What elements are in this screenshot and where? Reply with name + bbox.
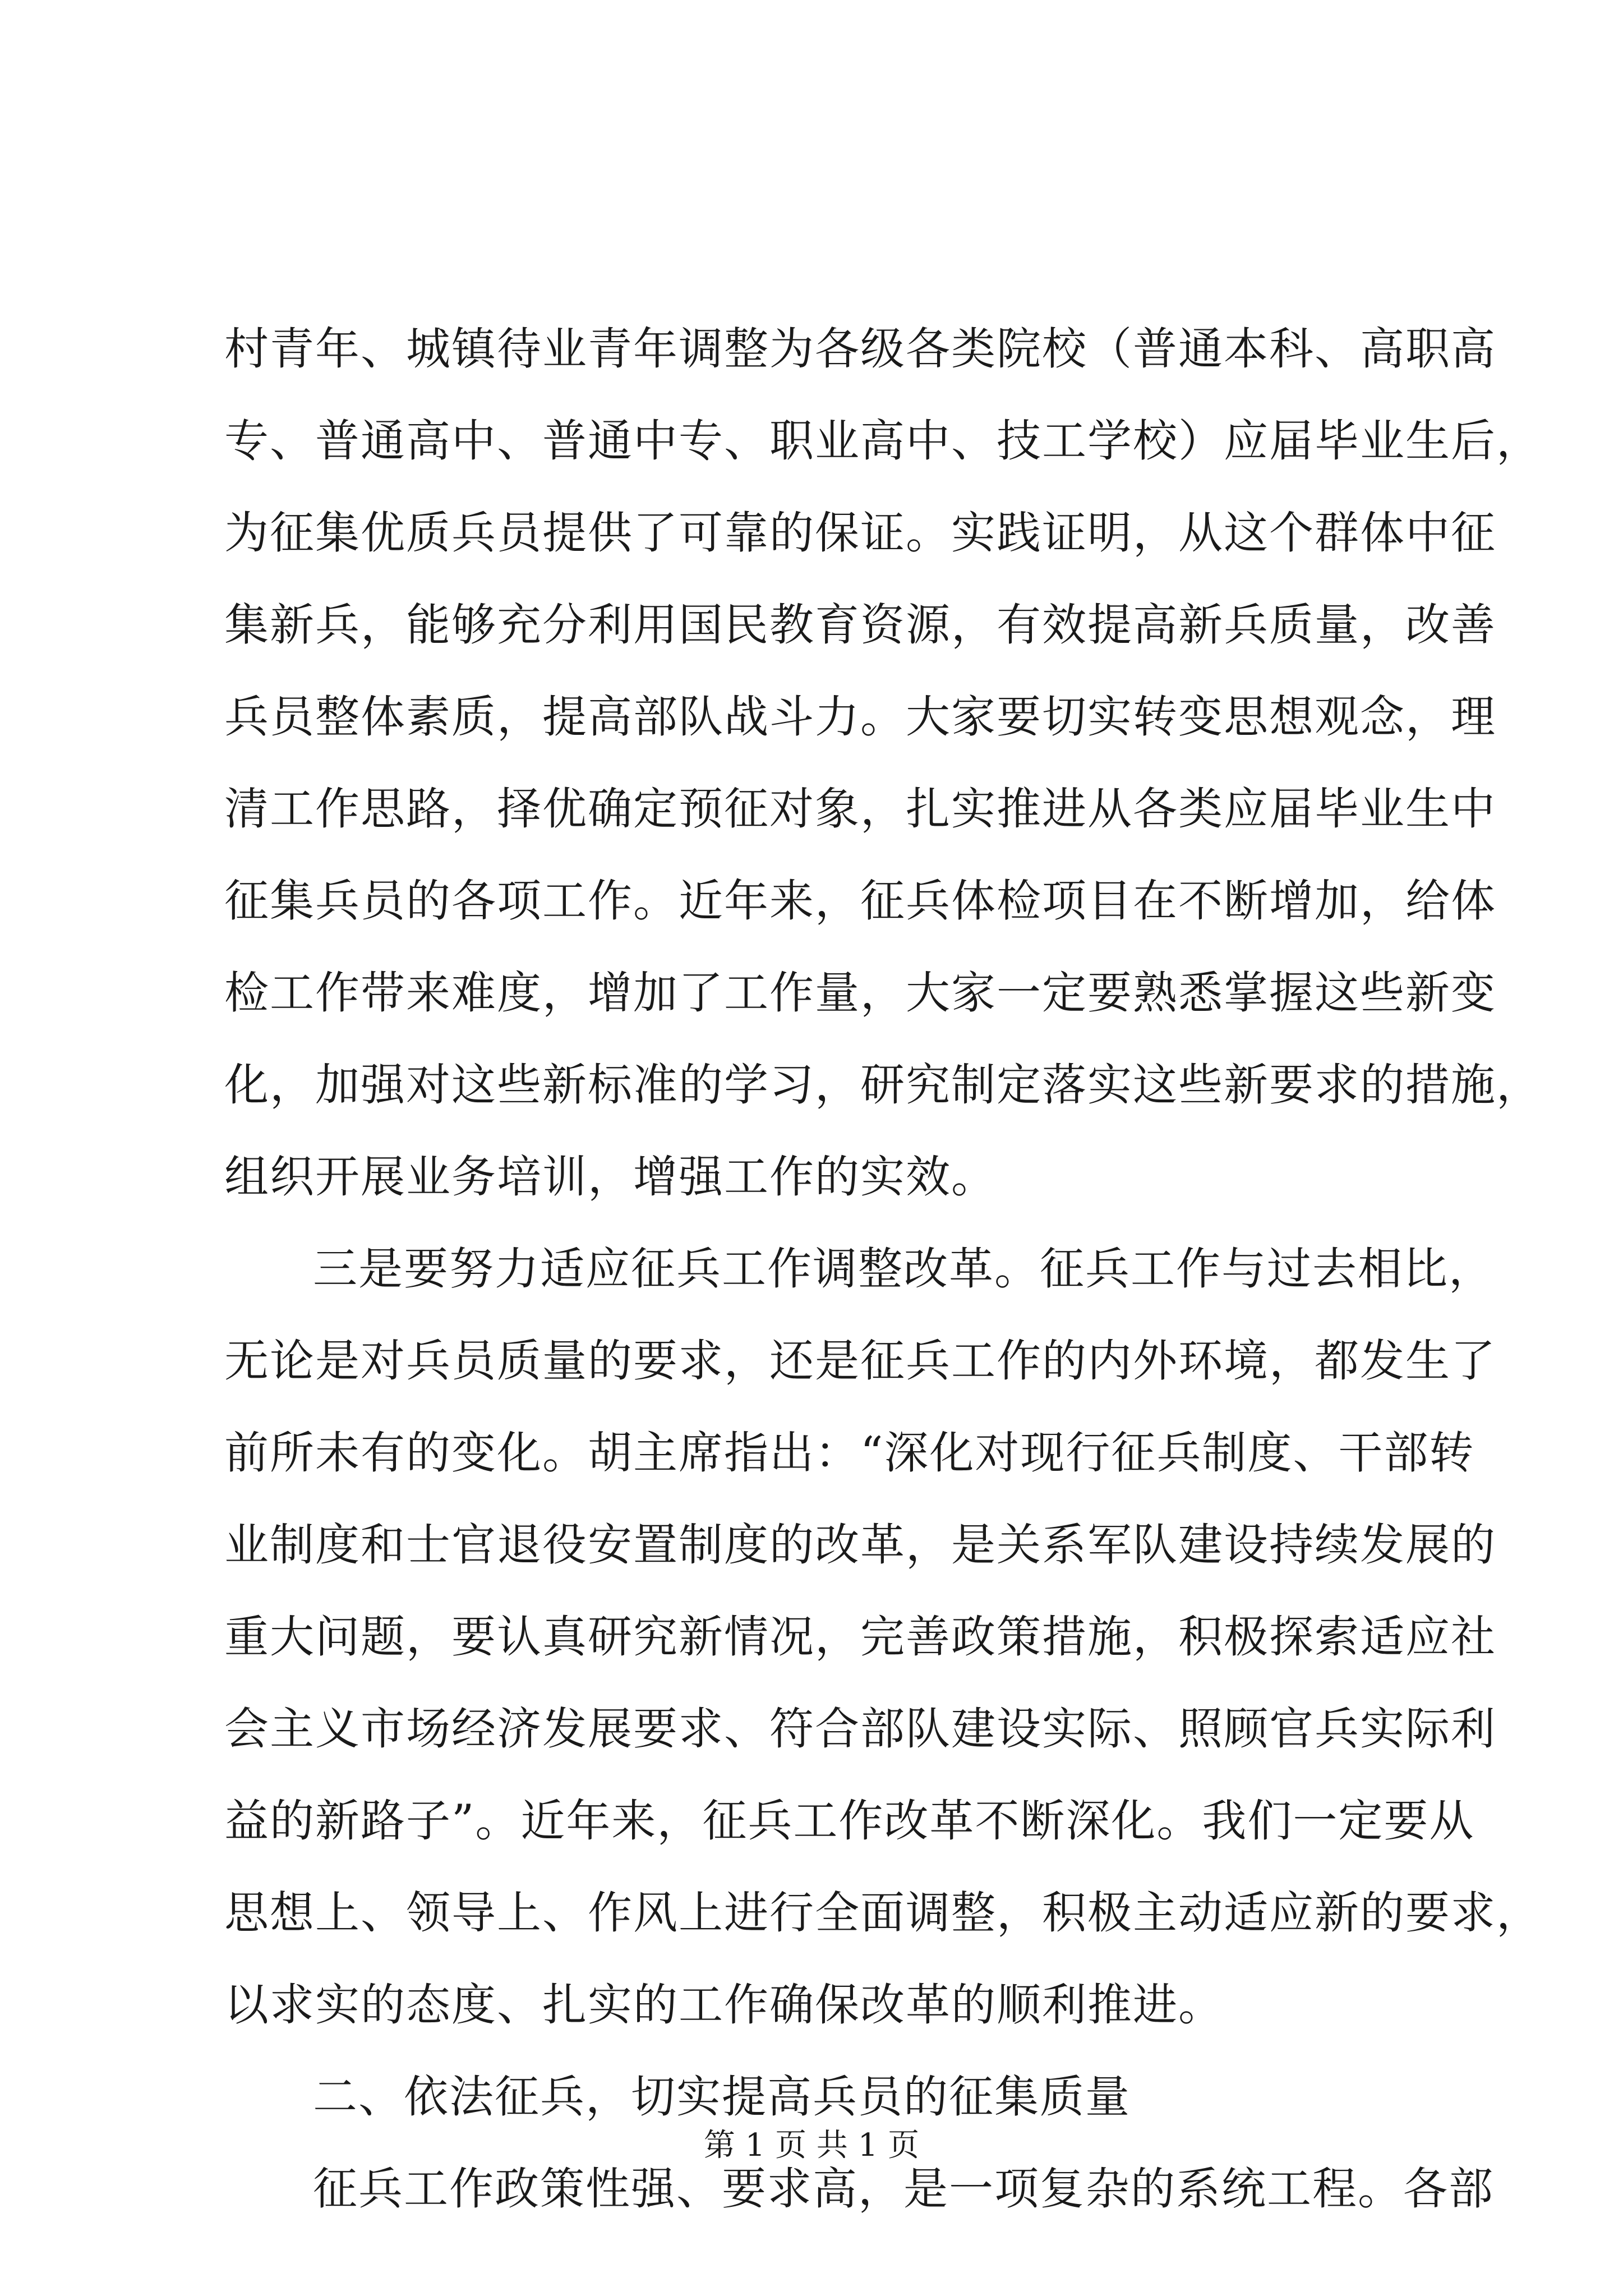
text-line: 清工作思路，择优确定预征对象，扎实推进从各类应届毕业生中 (224, 783, 1496, 835)
text-line: 组织开展业务培训，增强工作的实效。 (224, 1151, 997, 1203)
text-line: 重大问题，要认真研究新情况，完善政策措施，积极探索适应社 (224, 1611, 1496, 1663)
document-body (224, 303, 1542, 2235)
text-line: 征集兵员的各项工作。近年来，征兵体检项目在不断增加，给体 (224, 875, 1496, 927)
text-line: 为征集优质兵员提供了可靠的保证。实践证明，从这个群体中征 (224, 507, 1496, 559)
text-line: 以求实的态度、扎实的工作确保改革的顺利推进。 (224, 1979, 1224, 2031)
text-line: 兵员整体素质，提高部队战斗力。大家要切实转变思想观念，理 (224, 691, 1496, 743)
text-line: 无论是对兵员质量的要求，还是征兵工作的内外环境，都发生了 (224, 1335, 1496, 1387)
text-line: 村青年、城镇待业青年调整为各级各类院校（普通本科、高职高 (224, 323, 1496, 375)
text-line: 益的新路子”。近年来，征兵工作改革不断深化。我们一定要从 (224, 1795, 1475, 1847)
section-heading: 二、依法征兵，切实提高兵员的征集质量 (313, 2071, 1131, 2123)
page-number-footer: 第 1 页 共 1 页 (703, 2127, 920, 2164)
text-line: 集新兵，能够充分利用国民教育资源，有效提高新兵质量，改善 (224, 599, 1496, 651)
paragraph-first-line: 三是要努力适应征兵工作调整改革。征兵工作与过去相比， (313, 1243, 1494, 1295)
text-line: 化，加强对这些新标准的学习，研究制定落实这些新要求的措施， (224, 1059, 1542, 1111)
text-line: 前所未有的变化。胡主席指出：“深化对现行征兵制度、干部转 (224, 1427, 1475, 1479)
text-line: 会主义市场经济发展要求、符合部队建设实际、照顾官兵实际利 (224, 1703, 1496, 1755)
text-line: 业制度和士官退役安置制度的改革，是关系军队建设持续发展的 (224, 1519, 1496, 1571)
paragraph-first-line: 征兵工作政策性强、要求高，是一项复杂的系统工程。各部 (313, 2163, 1494, 2215)
text-line: 检工作带来难度，增加了工作量，大家一定要熟悉掌握这些新变 (224, 967, 1496, 1019)
text-line: 专、普通高中、普通中专、职业高中、技工学校）应届毕业生后， (224, 415, 1542, 467)
text-line: 思想上、领导上、作风上进行全面调整，积极主动适应新的要求， (224, 1887, 1542, 1939)
